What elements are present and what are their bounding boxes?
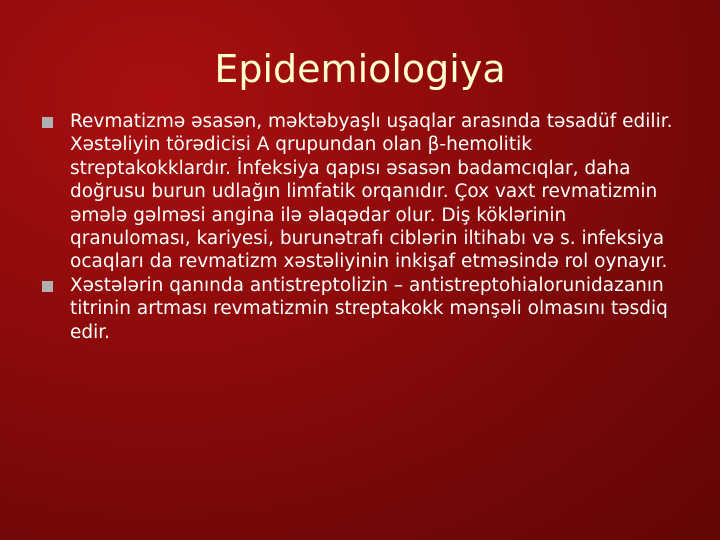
bullet-item [40, 110, 680, 274]
square-bullet-icon [42, 117, 53, 128]
bullet-item [40, 274, 680, 344]
bullet-text: Revmatizmə əsasən, məktəbyaşlı uşaqlar arasında təsadüf edilir. Xəstəliyin törədicisi A qrupundan olan β-hemolitik streptakokklardır. İnfeksiya qapısı əsasən badamcıqlar, daha doğrusu burun udlağın limfatik orqanıdır. Çox vaxt revmatizmin əmələ gəlməsi angina ilə əlaqədar olur. Diş köklərinin qranuloması, kariyesi, burunətrafı ciblərin iltihabı və s. infeksiya ocaqları da revmatizm xəstəliyinin inkişaf etməsində rol oynayır. [70, 111, 673, 273]
slide-title: Epidemiologiya [214, 47, 506, 91]
bullet-list [40, 110, 680, 344]
square-bullet-icon [42, 281, 53, 292]
bullet-text: Xəstələrin qanında antistreptolizin – antistreptohialorunidazanın titrinin artması revmatizmin streptakokk mənşəli olmasını təsdiq edir. [70, 274, 668, 343]
